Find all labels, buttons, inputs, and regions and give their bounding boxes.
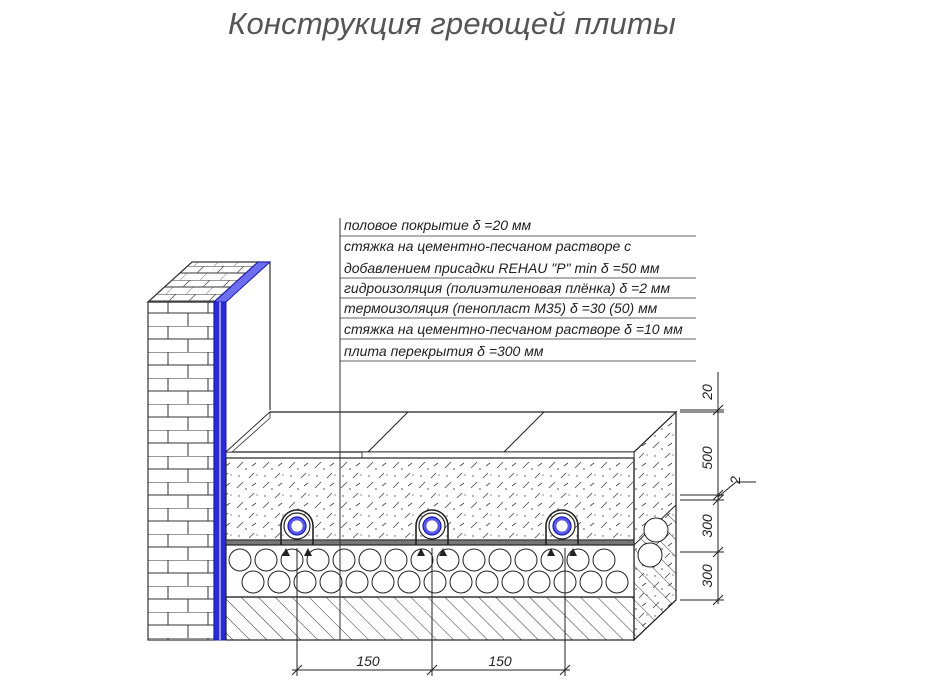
callout-waterproofing: гидроизоляция (полиэтиленовая плёнка) δ =2 мм (344, 280, 671, 296)
dim-label-150-left: 150 (356, 653, 380, 669)
foam-bead (385, 549, 407, 571)
callout-thermal-insulation: термоизоляция (пенопласт М35) δ =30 (50) мм (344, 300, 658, 316)
floor-covering-top (226, 412, 676, 458)
dim-label-500: 500 (699, 446, 715, 470)
callout-screed-line1: стяжка на цементно-песчаном растворе с (344, 238, 632, 254)
dim-label-150-right: 150 (488, 653, 512, 669)
foam-bead (242, 571, 264, 593)
foam-bead (398, 571, 420, 593)
foam-bead (515, 549, 537, 571)
vertical-dimensions (680, 372, 756, 605)
foam-bead (333, 549, 355, 571)
foam-bead (593, 549, 615, 571)
foam-bead (528, 571, 550, 593)
foam-bead (450, 571, 472, 593)
horizontal-dimension-labels (356, 653, 512, 669)
foam-bead (346, 571, 368, 593)
foam-bead (307, 549, 329, 571)
dim-label-300-lower: 300 (699, 564, 715, 588)
waterproofing-film (226, 540, 634, 545)
foam-bead (463, 549, 485, 571)
base-slab (226, 597, 634, 640)
drawing-title: Конструкция греющей плиты (228, 6, 677, 41)
callout-slab: плита перекрытия δ =300 мм (344, 343, 544, 359)
foam-bead (359, 549, 381, 571)
foam-bead (229, 549, 251, 571)
dim-label-2: 2 (727, 476, 743, 484)
dim-label-300-upper: 300 (699, 514, 715, 538)
foam-bead (502, 571, 524, 593)
layer-callouts (340, 217, 696, 361)
vertical-dimension-labels (699, 384, 743, 588)
foam-bead (476, 571, 498, 593)
foam-bead (606, 571, 628, 593)
dim-label-20: 20 (699, 384, 715, 400)
foam-bead (320, 571, 342, 593)
foam-bead (437, 549, 459, 571)
foam-bead (489, 549, 511, 571)
foam-bead (424, 571, 446, 593)
foam-bead (255, 549, 277, 571)
callout-screed-line2: добавлением присадки REHAU "P" min δ =50 мм (344, 260, 660, 276)
callout-leveling-screed: стяжка на цементно-песчаном растворе δ =10 мм (344, 321, 683, 337)
foam-bead (268, 571, 290, 593)
foam-bead (372, 571, 394, 593)
callout-floor-covering: половое покрытие δ =20 мм (344, 217, 532, 233)
foam-bead (567, 549, 589, 571)
foam-bead (580, 571, 602, 593)
